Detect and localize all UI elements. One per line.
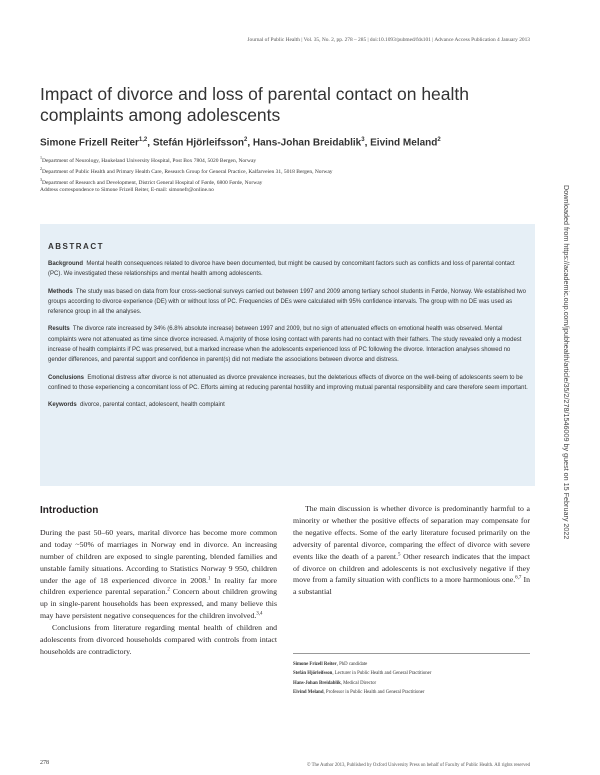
author-name: Eivind Meland [370, 137, 438, 149]
running-head: Journal of Public Health | Vol. 35, No. 2, pp. 278 – 285 | doi:10.1093/pubmed/fds101 | Advance Access Publication 4 January 2013 [247, 37, 530, 43]
body-text: The main discussion is whether divorce is predominantly harmful to a minority or whether the positive effects of separation may compensate for the negative effects. Some of the early literature focused primarily on the adversity of parental divorce, comparing the effect of divorce with severe events like the death of a parent. [293, 504, 530, 561]
affiliation-item [40, 154, 333, 165]
author-bio [293, 660, 530, 669]
article-title: Impact of divorce and loss of parental contact on health complaints among adolescents [40, 84, 470, 125]
author-separator: , [147, 137, 153, 149]
reference-mark[interactable]: 1 [207, 575, 211, 581]
author-name: Hans-Johan Breidablik [252, 137, 362, 149]
bio-role: , PhD candidate [336, 662, 368, 667]
affiliation-text: Department of Public Health and Primary Health Care, Research Group for General Practice, Kalfarveien 31, 5018 Bergen, Norway [42, 168, 333, 175]
abstract-section-label: Results [48, 326, 70, 333]
author-name: Stefán Hjörleifsson [152, 137, 244, 149]
copyright-notice: © The Author 2013, Published by Oxford University Press on behalf of Faculty of Public Health. All rights reserved [306, 763, 530, 768]
abstract-box [40, 224, 535, 486]
abstract-section-label: Keywords [48, 402, 77, 409]
author-bio [293, 679, 530, 688]
correspondence: Address correspondence to Simone Frizell Reiter, E-mail: simonefr@online.no [40, 187, 214, 194]
bio-role: , Professor in Public Health and General Practitioner [323, 689, 425, 695]
reference-mark[interactable]: 2 [167, 587, 170, 593]
body-paragraph [40, 527, 277, 622]
abstract-section [48, 287, 528, 318]
abstract-section-text: Mental health consequences related to divorce have been documented, but might be caused by concomitant factors such as conflicts and loss of parental contact (PC). We investigated these relationships and mental health among adolescents. [48, 261, 515, 278]
author-name: Simone Frizell Reiter [40, 137, 139, 149]
abstract-section-label: Background [48, 261, 84, 267]
author-separator: , [364, 137, 371, 149]
author-bio [293, 688, 530, 697]
download-note: Downloaded from https://academic.oup.com/jpubhealth/article/35/2/278/1546009 by guest on 15 February 2022 [562, 185, 571, 540]
author-bios [293, 653, 530, 697]
author-separator: , [247, 137, 253, 149]
body-text: In a substantial [293, 575, 530, 597]
bio-name: Eivind Meland [293, 689, 324, 695]
reference-mark[interactable]: 6,7 [515, 575, 522, 581]
abstract-section-label: Conclusions [48, 374, 85, 381]
bio-role: , Medical Director [340, 680, 377, 686]
body-text: In reality far more children experience parental separation. [40, 575, 277, 597]
affiliation-item [40, 165, 333, 176]
body-column-right [293, 503, 530, 598]
abstract-section [48, 324, 528, 365]
author-affiliation-mark: 2 [437, 137, 441, 143]
abstract-section-text: divorce, parental contact, adolescent, health complaint [80, 402, 225, 409]
bio-role: , Lecturer in Public Health and General Practitioner [332, 671, 432, 677]
affiliations [40, 154, 333, 194]
reference-mark[interactable]: 5 [398, 552, 401, 558]
affiliation-item [40, 176, 333, 187]
author-bio [293, 669, 530, 678]
body-column-left [40, 500, 277, 658]
body-text: During the past 50–60 years, marital divorce has become more common and today ~50% of marriages in Norway end in divorce. An increasing number of children are exposed to single parenting, blended families and unstable family situations. According to Statistics Norway 9 950, children under the age of 18 experienced divorce in 2008. [40, 527, 277, 585]
author-list [40, 137, 441, 148]
author-affiliation-mark: 1,2 [138, 137, 148, 143]
section-heading-introduction: Introduction [40, 505, 99, 516]
affiliation-number: 3 [40, 176, 42, 182]
author-affiliation-mark: 3 [361, 137, 365, 143]
abstract-section-label: Methods [48, 288, 73, 295]
abstract-section [48, 373, 528, 394]
author-affiliation-mark: 2 [243, 137, 248, 143]
bio-name: Simone Frizell Reiter [293, 662, 337, 667]
page-number: 278 [40, 760, 49, 766]
abstract-keywords [48, 400, 528, 410]
abstract-section [48, 259, 528, 280]
reference-mark[interactable]: 3,4 [256, 611, 263, 617]
abstract-section-text: The study was based on data from four cross-sectional surveys carried out between 1997 and 2009 among tertiary school students in Førde, Norway. We established two groups according to divorce experience (DE) with or without loss of PC. Frequencies of DEs were calculated with 95% confidence intervals. The group with no DE was used as reference group in all the analyses. [48, 288, 526, 316]
affiliation-number: 1 [40, 155, 42, 160]
body-paragraph: Conclusions from literature regarding mental health of children and adolescents from divorced households compared with controls from intact households are contradictory. [40, 623, 277, 656]
affiliation-number: 2 [40, 165, 42, 171]
affiliation-text: Department of Research and Development, District General Hospital of Førde, 6800 Førde, Norway [42, 179, 263, 186]
body-paragraph [293, 503, 530, 598]
body-text: Concern about children growing up in single-parent households has been expressed, and many believe this may have persistent negative consequences for the children involved. [40, 587, 277, 621]
abstract-section-text: Emotional distress after divorce is not attenuated as divorce prevalence increases, but the deleterious effects of divorce on the well-being of adolescents seem to be confined to those experiencing a concomitant loss of PC. Efforts aiming at reducing parental hostility and improving mutual parental responsibility and care therefore seem important. [48, 374, 528, 391]
affiliation-text: Department of Neurology, Haukeland University Hospital, Post Box 7804, 5020 Bergen, Norway [42, 157, 257, 164]
abstract-section-text: The divorce rate increased by 34% (6.8% absolute increase) between 1997 and 2009, but no sign of attenuated effects on emotional health was observed. Mental complaints were not attenuated as time since divorce increased. A majority of those losing contact with parents had no contact with their fathers. The study revealed only a modest increase of health complaints if PC was preserved, but a marked increase when the adolescents experienced loss of PC following the divorce. Interaction analyses showed no gender differences, and parental support and confidence in parent(s) did not mediate the associations between divorce and distress. [48, 326, 522, 364]
bio-name: Hans-Johan Breidablik [293, 680, 341, 686]
body-text: Other research indicates that the impact of divorce on children and adolescents is not exclusively negative if they move from a family situation with conflicts to a more harmonious one. [293, 551, 530, 585]
abstract-heading: ABSTRACT [48, 242, 104, 251]
bio-name: Stefán Hjörleifsson [293, 671, 333, 677]
